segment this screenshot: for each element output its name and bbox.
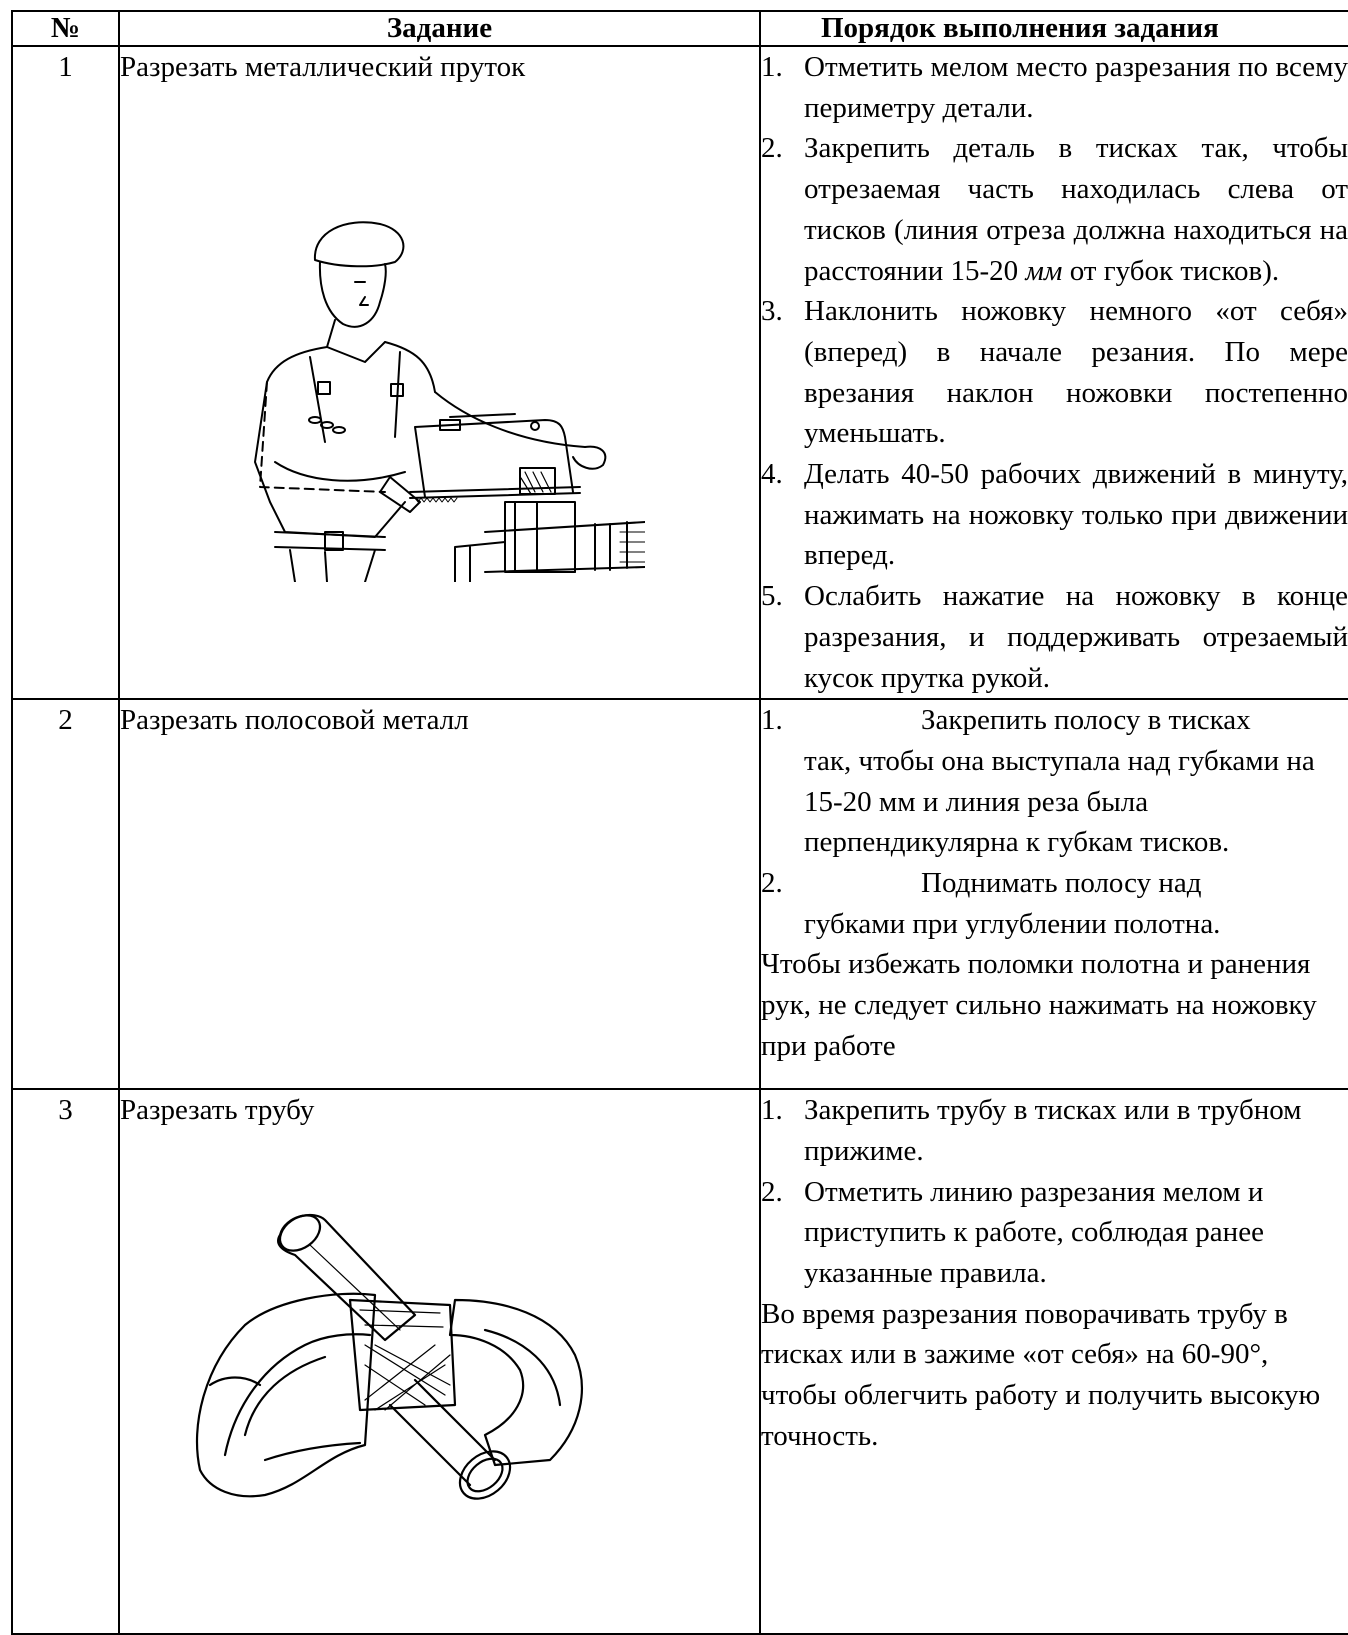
list-item xyxy=(761,454,1348,576)
list-item xyxy=(761,1090,1348,1171)
rotation-note: Во время разрезания поворачивать трубу в тисках или в зажиме «от себя» на 60-90°, чтобы облегчить работу и получить высокую точность. xyxy=(761,1297,1321,1452)
step-number: 5. xyxy=(761,580,783,613)
step-text: Делать 40-50 рабочих движений в минуту, нажимать на ножовку только при движении вперед. xyxy=(804,458,1348,572)
step-text-continued: так, чтобы она выступала над губками на 15-20 мм и линия реза была перпендикулярна к губкам тисков. xyxy=(804,744,1315,859)
task-title: Разрезать трубу xyxy=(120,1094,315,1127)
step-text: Закрепить полосу в тисках xyxy=(921,704,1251,737)
list-item xyxy=(761,47,1348,128)
list-item xyxy=(761,863,1348,944)
worker-sawing-illustration xyxy=(215,202,645,582)
step-text-continued: губками при углублении полотна. xyxy=(804,907,1221,940)
row-number: 2 xyxy=(12,699,119,1089)
table-row xyxy=(12,699,1348,1089)
header-task: Задание xyxy=(119,11,760,46)
task-title: Разрезать металлический пруток xyxy=(120,51,526,83)
list-item xyxy=(761,291,1348,454)
table-row xyxy=(12,46,1348,699)
step-number: 1. xyxy=(761,51,783,83)
header-number: № xyxy=(12,11,119,46)
step-text: Отметить линию разрезания мелом и приступить к работе, соблюдая ранее указанные правила. xyxy=(804,1175,1264,1290)
step-text-part: Закрепить деталь в тисках так, чтобы отрезаемая часть находилась слева от тисков (линия отреза должна находиться на расстоянии 15-20 xyxy=(804,132,1348,287)
step-text xyxy=(804,128,1348,291)
steps-cell xyxy=(760,1089,1348,1634)
steps-cell xyxy=(760,46,1348,699)
step-number: 2. xyxy=(761,132,783,165)
step-text: Поднимать полосу над xyxy=(921,867,1202,900)
steps-list xyxy=(761,700,1348,944)
task-cell xyxy=(119,699,760,1089)
step-number: 1. xyxy=(761,704,783,737)
step-number: 1. xyxy=(761,1094,783,1127)
list-item xyxy=(761,700,1348,863)
step-number: 2. xyxy=(761,867,783,900)
pipe-in-vise-illustration xyxy=(185,1205,595,1505)
header-row xyxy=(12,11,1348,46)
step-text: Ослабить нажатие на ножовку в конце разрезания, и поддерживать отрезаемый кусок прутка рукой. xyxy=(804,580,1348,694)
task-cell xyxy=(119,46,760,699)
steps-list xyxy=(761,1090,1348,1294)
step-text: Отметить мелом место разрезания по всему периметру детали. xyxy=(804,51,1348,124)
task-cell xyxy=(119,1089,760,1634)
task-title: Разрезать полосовой металл xyxy=(120,704,469,737)
row-number: 3 xyxy=(12,1089,119,1634)
step-text: Наклонить ножовку немного «от себя» (вперед) в начале резания. По мере врезания наклон ножовки постепенно уменьшать. xyxy=(804,295,1348,450)
list-item xyxy=(761,576,1348,698)
header-steps: Порядок выполнения задания xyxy=(760,11,1348,46)
steps-cell xyxy=(760,699,1348,1089)
unit-mm: мм xyxy=(1025,254,1063,287)
step-number: 2. xyxy=(761,1175,783,1208)
step-number: 4. xyxy=(761,458,783,491)
list-item xyxy=(761,1172,1348,1294)
step-text-part: от губок тисков). xyxy=(1062,254,1280,287)
step-text: Закрепить трубу в тисках или в трубном прижиме. xyxy=(804,1094,1302,1167)
list-item xyxy=(761,128,1348,291)
safety-note: Чтобы избежать поломки полотна и ранения рук, не следует сильно нажимать на ножовку при работе xyxy=(761,948,1317,1062)
row-number: 1 xyxy=(12,46,119,699)
task-table xyxy=(11,10,1348,1635)
steps-list xyxy=(761,47,1348,698)
table-row xyxy=(12,1089,1348,1634)
step-number: 3. xyxy=(761,295,783,328)
